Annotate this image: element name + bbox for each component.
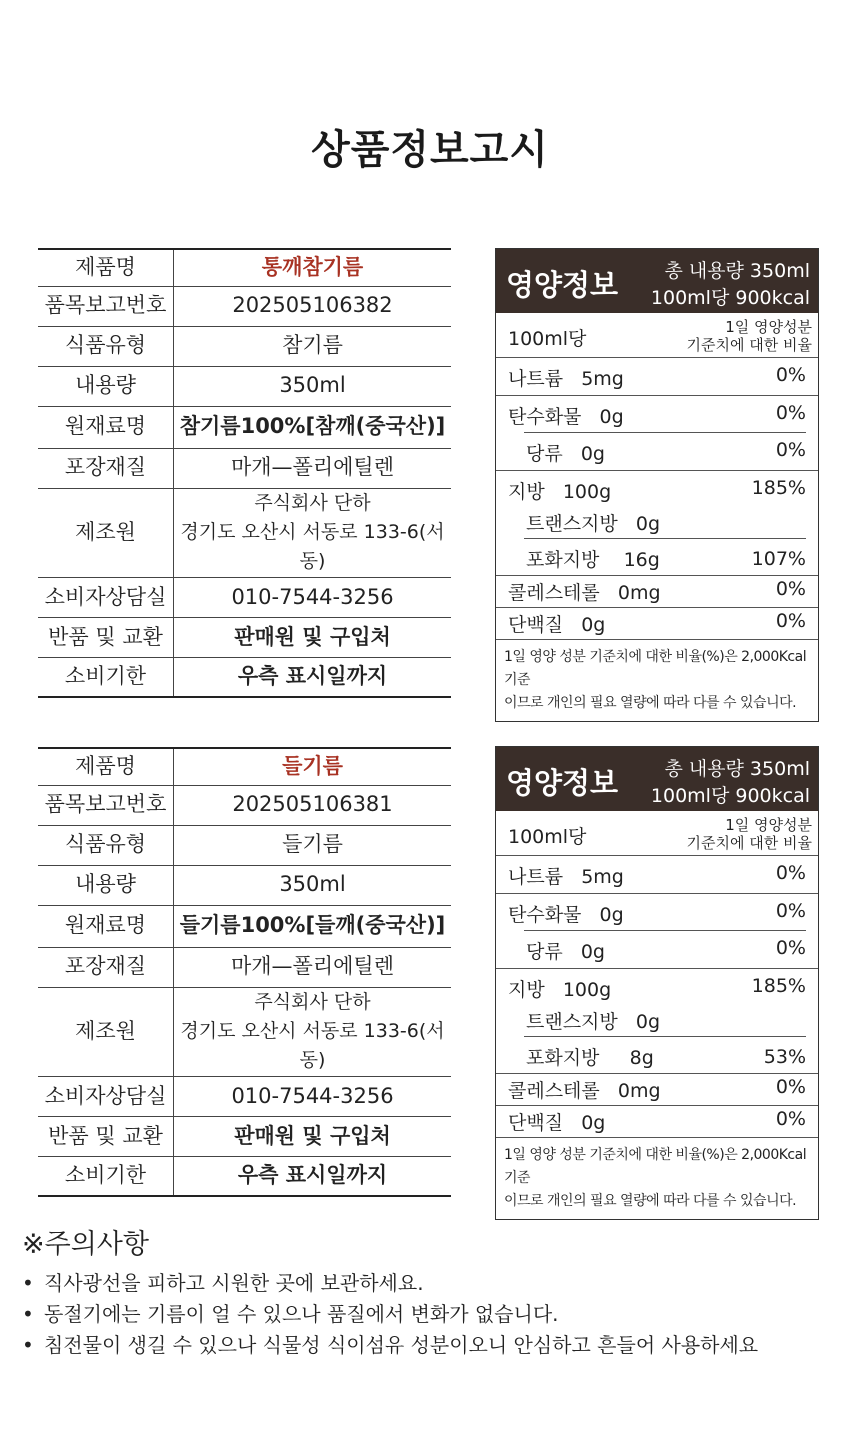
nutrient-row <box>496 856 818 894</box>
nutrient-percent: 0% <box>775 862 806 884</box>
info-label: 소비기한 <box>38 1156 174 1196</box>
info-value: 우측 표시일까지 <box>237 664 388 689</box>
nutrient-name: 당류 0g <box>526 443 605 465</box>
nutrient-percent: 0% <box>775 610 806 632</box>
calories: 100ml당 900kcal <box>650 785 810 807</box>
info-value: 들기름 <box>174 825 452 865</box>
info-label: 소비기한 <box>38 657 174 697</box>
list-item <box>22 1268 758 1299</box>
info-value: 010-7544-3256 <box>174 577 452 617</box>
nutrient-row <box>496 1037 818 1074</box>
nutrition-footnote <box>496 640 818 721</box>
info-label: 소비자상담실 <box>38 1076 174 1116</box>
info-value: 마개—폴리에틸렌 <box>174 448 452 488</box>
product-name: 통깨참기름 <box>174 249 452 286</box>
nutrient-name: 탄수화물 0g <box>508 904 624 926</box>
info-label: 포장재질 <box>38 947 174 987</box>
manufacturer-address: 경기도 오산시 서동로 133-6(서동) <box>180 520 445 573</box>
nutrient-percent: 0% <box>775 937 806 959</box>
daily-value-label: 기준치에 대한 비율 <box>686 834 812 852</box>
nutrition-title: 영양정보 <box>506 766 619 800</box>
list-item <box>22 1299 758 1330</box>
product-info-table <box>38 248 451 698</box>
info-value: 판매원 및 구입처 <box>174 617 452 657</box>
nutrient-name: 포화지방 16g <box>526 549 660 571</box>
nutrient-name: 탄수화물 0g <box>508 406 624 428</box>
nutrient-row <box>496 576 818 608</box>
info-label: 내용량 <box>38 865 174 905</box>
nutrient-row <box>496 507 818 539</box>
info-label: 품목보고번호 <box>38 785 174 825</box>
nutrient-row <box>496 396 818 433</box>
calories: 100ml당 900kcal <box>650 287 810 309</box>
nutrition-footnote <box>496 1138 818 1219</box>
nutrient-percent: 0% <box>775 1076 806 1098</box>
nutrient-percent: 0% <box>775 578 806 600</box>
info-label: 제품명 <box>38 249 174 286</box>
nutrient-row <box>496 1074 818 1106</box>
caution-text: 동절기에는 기름이 얼 수 있으나 품질에서 변화가 없습니다. <box>44 1302 559 1326</box>
nutrient-row <box>496 433 818 471</box>
nutrient-percent: 185% <box>751 477 806 499</box>
info-value: 판매원 및 구입처 <box>174 1116 452 1156</box>
info-value: 들기름100%[들깨(중국산)] <box>174 905 452 947</box>
info-label: 반품 및 교환 <box>38 617 174 657</box>
daily-value-label: 1일 영양성분 <box>725 318 812 336</box>
manufacturer-address: 경기도 오산시 서동로 133-6(서동) <box>180 1019 445 1072</box>
bullet-icon: • <box>22 1333 34 1357</box>
nutrient-row <box>496 931 818 969</box>
nutrient-name: 단백질 0g <box>508 614 606 636</box>
info-label: 식품유형 <box>38 825 174 865</box>
list-item <box>22 1330 758 1361</box>
nutrition-title: 영양정보 <box>506 268 619 302</box>
info-label: 품목보고번호 <box>38 286 174 326</box>
total-volume: 총 내용량 350ml <box>664 758 810 780</box>
nutrient-name: 포화지방 8g <box>526 1047 654 1069</box>
footnote-line: 이므로 개인의 필요 열량에 따라 다를 수 있습니다. <box>504 695 797 712</box>
nutrient-row <box>496 1106 818 1138</box>
per-serving: 100ml당 <box>508 328 587 350</box>
nutrition-facts-box <box>495 248 819 722</box>
nutrient-percent: 0% <box>775 1108 806 1130</box>
bullet-icon: • <box>22 1302 34 1326</box>
info-label: 식품유형 <box>38 326 174 366</box>
nutrient-name: 나트륨 5mg <box>508 368 624 390</box>
nutrient-name: 콜레스테롤 0mg <box>508 1080 661 1102</box>
nutrient-name: 당류 0g <box>526 941 605 963</box>
daily-value-label: 기준치에 대한 비율 <box>686 336 812 354</box>
info-value: 참기름 <box>174 326 452 366</box>
nutrient-percent: 0% <box>775 900 806 922</box>
manufacturer-name: 주식회사 단하 <box>254 491 371 514</box>
nutrient-name: 트랜스지방 0g <box>526 1011 661 1033</box>
nutrient-row <box>496 894 818 931</box>
nutrient-percent: 53% <box>763 1046 806 1068</box>
nutrient-percent: 0% <box>775 364 806 386</box>
info-value: 010-7544-3256 <box>174 1076 452 1116</box>
nutrient-percent: 107% <box>751 548 806 570</box>
manufacturer-value <box>174 987 452 1076</box>
nutrient-name: 지방 100g <box>508 979 612 1001</box>
caution-text: 침전물이 생길 수 있으나 식물성 식이섬유 성분이오니 안심하고 흔들어 사용하세요 <box>44 1333 759 1357</box>
nutrition-header <box>496 747 818 811</box>
nutrient-percent: 0% <box>775 439 806 461</box>
total-volume: 총 내용량 350ml <box>664 260 810 282</box>
info-value: 마개—폴리에틸렌 <box>174 947 452 987</box>
info-label: 소비자상담실 <box>38 577 174 617</box>
info-value: 우측 표시일까지 <box>237 1163 388 1188</box>
page-title: 상품정보고시 <box>311 127 549 173</box>
nutrient-row <box>496 539 818 576</box>
footnote-line: 이므로 개인의 필요 열량에 따라 다를 수 있습니다. <box>504 1193 797 1210</box>
footnote-line: 1일 영양 성분 기준치에 대한 비율(%)은 2,000Kcal 기준 <box>504 649 807 689</box>
nutrient-percent: 0% <box>775 402 806 424</box>
footnote-line: 1일 영양 성분 기준치에 대한 비율(%)은 2,000Kcal 기준 <box>504 1147 807 1187</box>
nutrition-subheader <box>496 313 818 358</box>
info-value: 202505106381 <box>174 785 452 825</box>
nutrition-header <box>496 249 818 313</box>
nutrition-subheader <box>496 811 818 856</box>
nutrient-row <box>496 608 818 640</box>
manufacturer-value <box>174 488 452 577</box>
info-value: 참기름100%[참깨(중국산)] <box>174 406 452 448</box>
info-value: 350ml <box>174 865 452 905</box>
caution-list <box>22 1268 758 1361</box>
info-label: 제품명 <box>38 748 174 785</box>
nutrient-name: 나트륨 5mg <box>508 866 624 888</box>
nutrient-percent: 185% <box>751 975 806 997</box>
info-label: 원재료명 <box>38 406 174 448</box>
nutrient-row <box>496 471 818 507</box>
info-label: 포장재질 <box>38 448 174 488</box>
nutrient-name: 지방 100g <box>508 481 612 503</box>
nutrient-name: 트랜스지방 0g <box>526 513 661 535</box>
bullet-icon: • <box>22 1271 34 1295</box>
info-label: 제조원 <box>38 488 174 577</box>
info-label: 반품 및 교환 <box>38 1116 174 1156</box>
nutrient-row <box>496 969 818 1005</box>
info-value: 350ml <box>174 366 452 406</box>
product-info-table <box>38 747 451 1197</box>
info-label: 원재료명 <box>38 905 174 947</box>
info-label: 내용량 <box>38 366 174 406</box>
nutrient-name: 콜레스테롤 0mg <box>508 582 661 604</box>
caution-text: 직사광선을 피하고 시원한 곳에 보관하세요. <box>44 1271 424 1295</box>
info-label: 제조원 <box>38 987 174 1076</box>
per-serving: 100ml당 <box>508 826 587 848</box>
nutrient-row <box>496 358 818 396</box>
nutrient-name: 단백질 0g <box>508 1112 606 1134</box>
daily-value-label: 1일 영양성분 <box>725 816 812 834</box>
nutrient-row <box>496 1005 818 1037</box>
info-value: 202505106382 <box>174 286 452 326</box>
nutrition-facts-box <box>495 746 819 1220</box>
product-name: 들기름 <box>174 748 452 785</box>
manufacturer-name: 주식회사 단하 <box>254 990 371 1013</box>
caution-title: ※주의사항 <box>22 1229 149 1260</box>
